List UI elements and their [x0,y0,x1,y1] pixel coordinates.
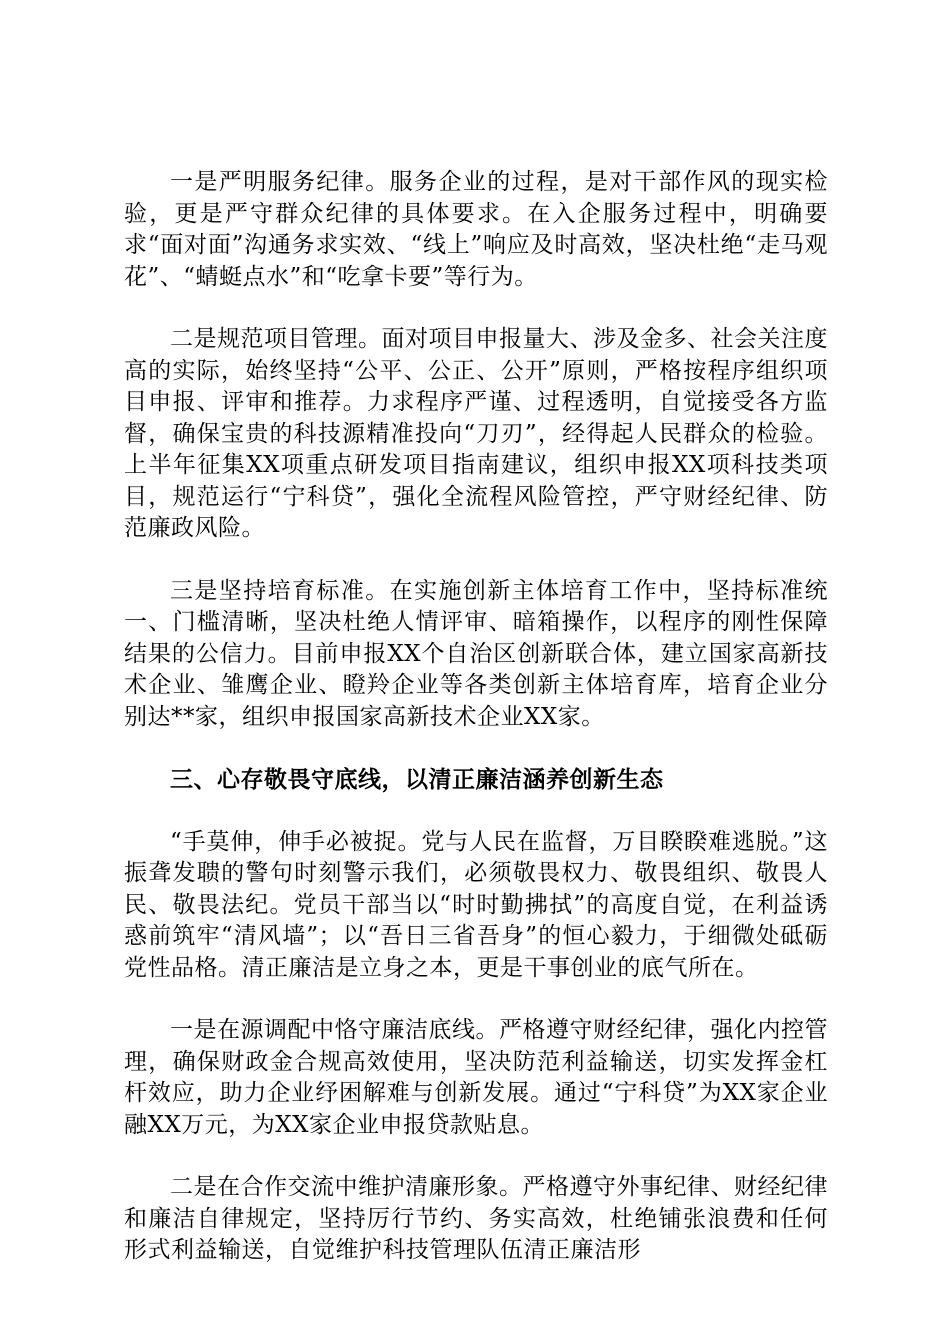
paragraph-warning-quote: “手莫伸，伸手必被捉。党与人民在监督，万目睽睽难逃脱。”这振聋发聩的警句时刻警示我们，必须敬畏权力、敬畏组织、敬畏人民、敬畏法纪。党员干部当以“时时勤拂拭”的高度自觉，在利益诱惑前筑牢“清风墙”；以“吾日三省吾身”的恒心毅力，于细微处砥砺党性品格。清正廉洁是立身之本，更是干事创业的底气所在。 [124,828,828,981]
document-page [124,167,828,1267]
section-heading: 三、心存敬畏守底线，以清正廉洁涵养创新生态 [170,766,664,793]
paragraph-cooperation-exchange: 二是在合作交流中维护清廉形象。严格遵守外事纪律、财经纪律和廉洁自律规定，坚持厉行节约、务实高效，杜绝铺张浪费和任何形式利益输送，自觉维护科技管理队伍清正廉洁形 [124,1174,828,1263]
paragraph-cultivation-standards: 三是坚持培育标准。在实施创新主体培育工作中，坚持标准统一、门槛清晰，坚决杜绝人情评审、暗箱操作，以程序的刚性保障结果的公信力。目前申报XX个自治区创新联合体，建立国家高新技术企业、雏鹰企业、瞪羚企业等各类创新主体培育库，培育企业分别达**家，组织申报国家高新技术企业XX家。 [124,577,828,730]
paragraph-service-discipline: 一是严明服务纪律。服务企业的过程，是对干部作风的现实检验，更是严守群众纪律的具体要求。在入企服务过程中，明确要求“面对面”沟通务求实效、“线上”响应及时高效，坚决杜绝“走马观花”、“蜻蜓点水”和“吃拿卡要”等行为。 [124,169,828,290]
paragraph-resource-allocation: 一是在源调配中恪守廉洁底线。严格遵守财经纪律，强化内控管理，确保财政金合规高效使用，坚决防范利益输送，切实发挥金杠杆效应，助力企业纾困解难与创新发展。通过“宁科贷”为XX家企业融XX万元，为XX家企业申报贷款贴息。 [124,1017,828,1138]
paragraph-project-management: 二是规范项目管理。面对项目申报量大、涉及金多、社会关注度高的实际，始终坚持“公平、公正、公开”原则，严格按程序组织项目申报、评审和推荐。力求程序严谨、过程透明，自觉接受各方监督，确保宝贵的科技源精准投向“刀刃”，经得起人民群众的检验。上半年征集XX项重点研发项目指南建议，组织申报XX项科技类项目，规范运行“宁科贷”，强化全流程风险管控，严守财经纪律、防范廉政风险。 [124,326,828,541]
